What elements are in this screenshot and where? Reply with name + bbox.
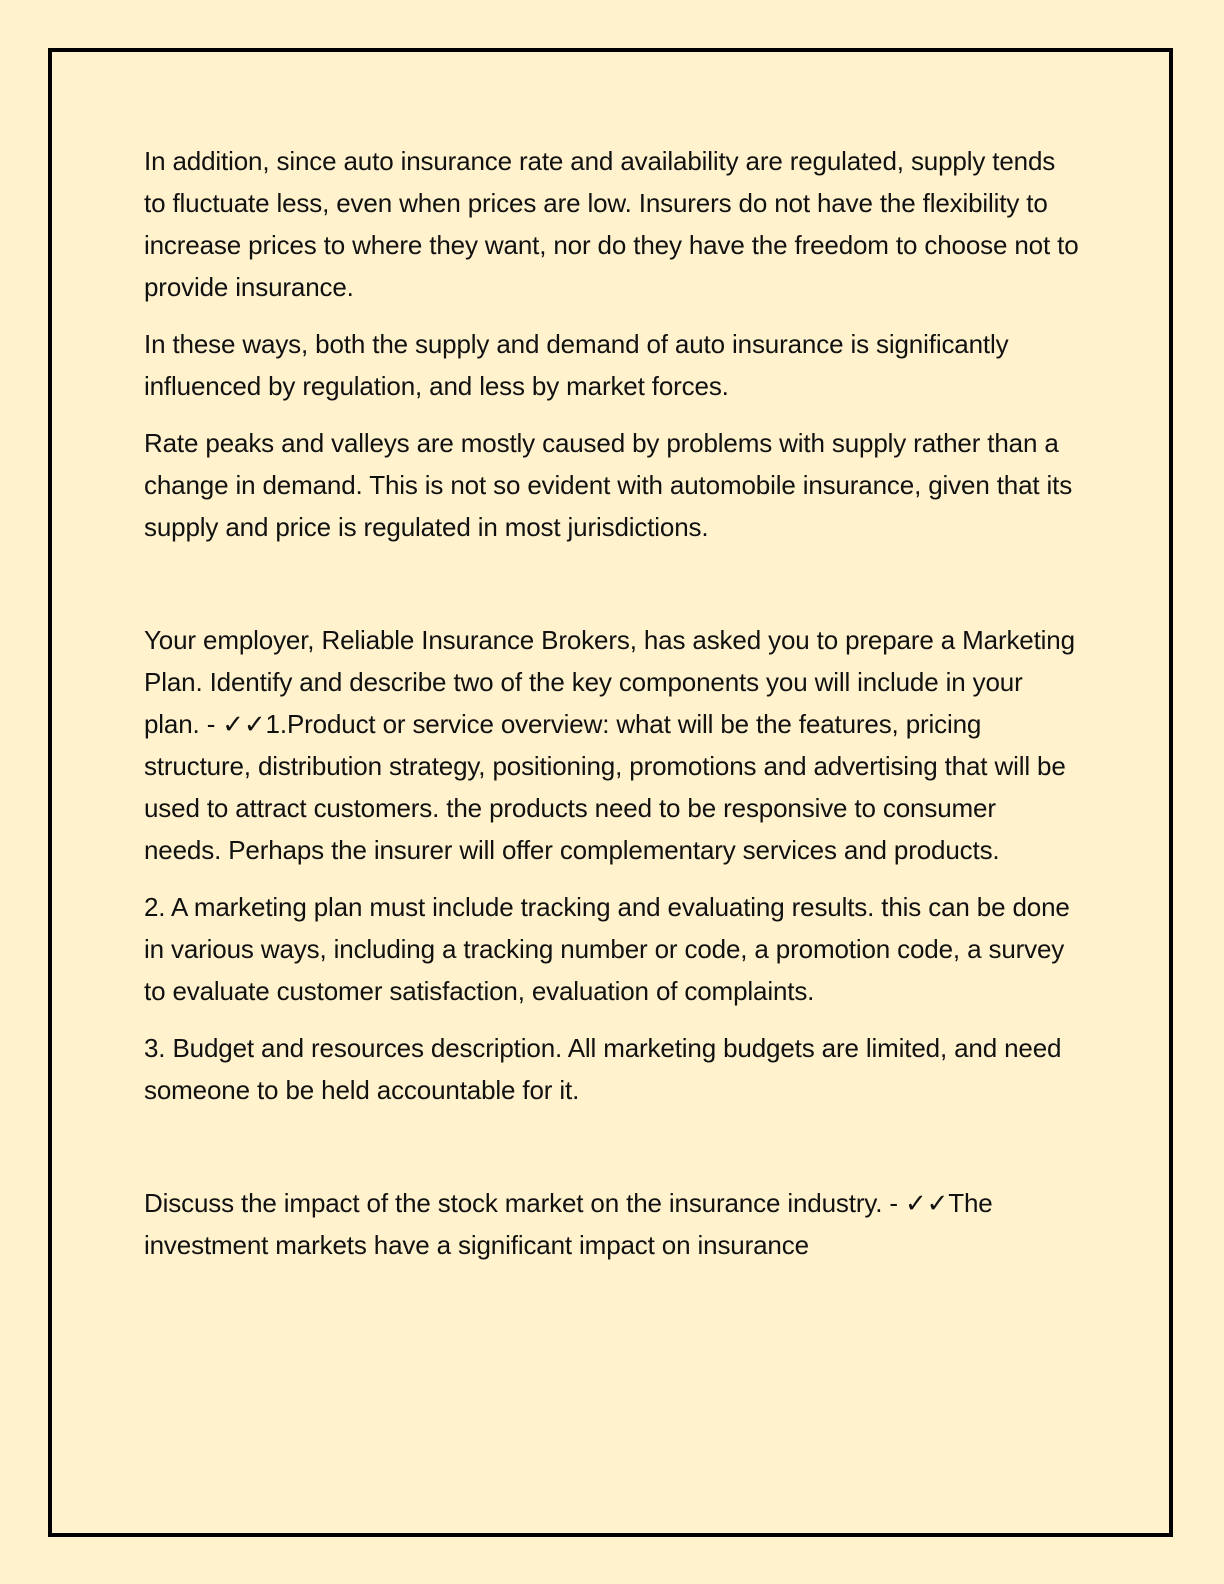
paragraph-tracking-results: 2. A marketing plan must include tracking and evaluating results. this can be done in various ways, including a tracking number or code, a promotion code, a survey to evaluate customer satisfaction, evaluation of complaints. <box>144 892 1070 1006</box>
paragraph-rate-peaks: Rate peaks and valleys are mostly caused by problems with supply rather than a change in demand. This is not so evident with automobile insurance, given that its supply and price is regulated in most jurisdictions. <box>144 428 1073 542</box>
paragraph-regulated-supply: In addition, since auto insurance rate and availability are regulated, supply tends to fluctuate less, even when prices are low. Insurers do not have the flexibility to increase prices to where they want, nor do they have the freedom to choose not to provide insurance. <box>144 146 1079 302</box>
document-body <box>144 140 1079 1281</box>
section-gap <box>144 1126 1079 1182</box>
paragraph-stock-market-question: Discuss the impact of the stock market on the insurance industry. - ✓✓The investment markets have a significant impact on insurance <box>144 1188 993 1260</box>
paragraph-budget-resources: 3. Budget and resources description. All marketing budgets are limited, and need someone to be held accountable for it. <box>144 1033 1062 1105</box>
section-gap <box>144 563 1079 619</box>
paragraph-marketing-plan-question: Your employer, Reliable Insurance Brokers, has asked you to prepare a Marketing Plan. Identify and describe two of the key components you will include in your plan. - ✓✓1.Product or service overview: what will be the features, pricing structure, distribution strategy, positioning, promotions and advertising that will be used to attract customers. the products need to be responsive to consumer needs. Perhaps the insurer will offer complementary services and products. <box>144 625 1075 865</box>
paragraph-regulation-influence: In these ways, both the supply and demand of auto insurance is significantly influenced by regulation, and less by market forces. <box>144 329 1009 401</box>
